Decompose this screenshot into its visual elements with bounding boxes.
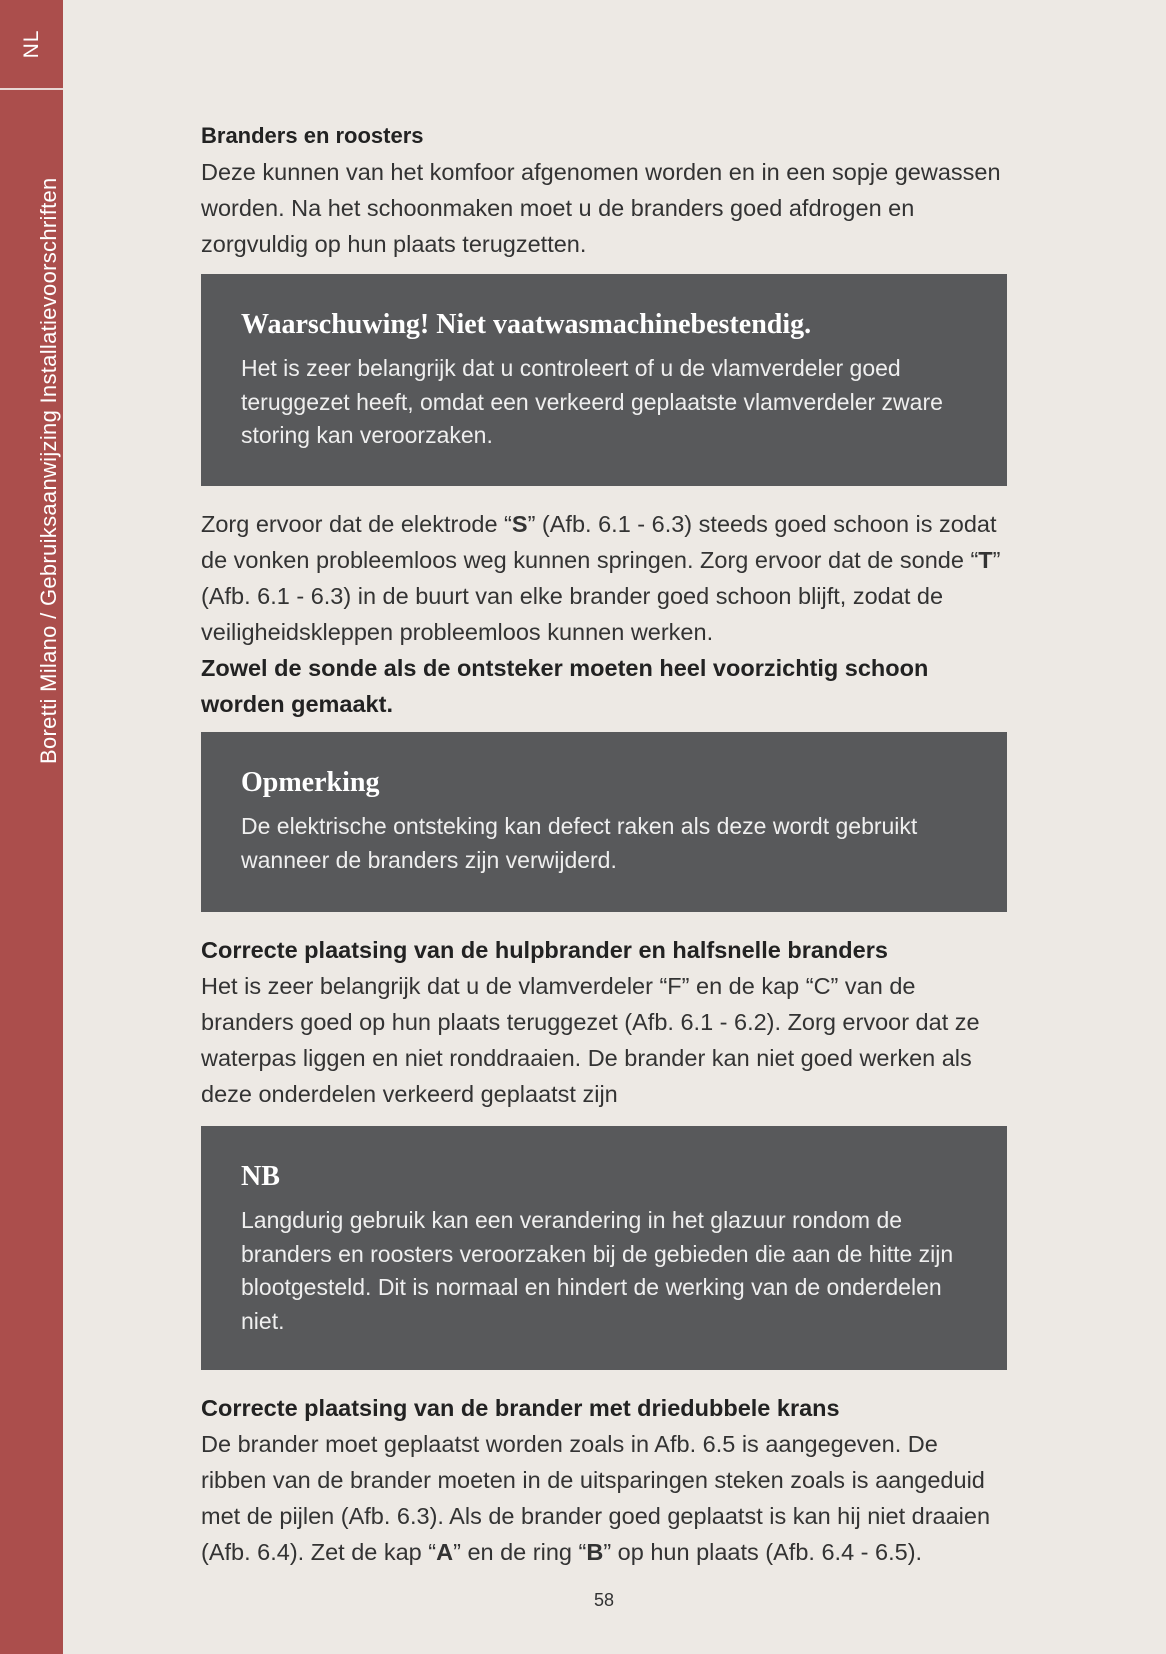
text-run: ” (Afb. 6.1 - 6.3) in de buurt van elke brander goed schoon blijft, zodat de veiligheidskleppen probleemloos kunnen werken.	[201, 547, 1001, 645]
section-electrode	[201, 506, 1007, 722]
language-tab	[0, 0, 63, 90]
section-heading: Branders en roosters	[201, 123, 424, 148]
page-content	[201, 120, 1007, 1570]
nb-box	[201, 1126, 1007, 1370]
label-b: B	[586, 1539, 604, 1565]
page-number: 58	[593, 1590, 615, 1610]
warning-title: Waarschuwing! Niet vaatwasmachinebestendig.	[241, 309, 812, 340]
note-box	[201, 732, 1007, 912]
note-text: De elektrische ontsteking kan defect raken als deze wordt gebruikt wanneer de branders zijn verwijderd.	[241, 813, 918, 873]
label-t: T	[978, 547, 993, 573]
section-heading: Correcte plaatsing van de hulpbrander en halfsnelle branders	[201, 937, 888, 963]
label-a: A	[436, 1539, 454, 1565]
section-burners-grates	[201, 120, 1007, 262]
text-run: Zorg ervoor dat de elektrode “	[201, 511, 512, 537]
text-run: ” en de ring “	[453, 1539, 587, 1565]
electrode-warning: Zowel de sonde als de ontsteker moeten heel voorzichtig schoon worden gemaakt.	[201, 655, 929, 717]
warning-box	[201, 274, 1007, 486]
section-triple-ring-burner	[201, 1390, 1007, 1570]
sidebar	[0, 0, 63, 1654]
section-text: Deze kunnen van het komfoor afgenomen worden en in een sopje gewassen worden. Na het schoonmaken moet u de branders goed afdrogen en zorgvuldig op hun plaats terugzetten.	[201, 159, 1001, 257]
section-text	[201, 1426, 1007, 1570]
nb-title: NB	[241, 1161, 280, 1192]
section-auxiliary-burner	[201, 932, 1007, 1112]
warning-text: Het is zeer belangrijk dat u controleert of u de vlamverdeler goed teruggezet heeft, omdat een verkeerd geplaatste vlamverdeler zware storing kan veroorzaken.	[241, 355, 943, 448]
text-run: ” (Afb. 6.1 - 6.3) steeds goed schoon is zodat de vonken probleemloos weg kunnen springen. Zorg ervoor dat de sonde “	[201, 511, 997, 573]
language-label: NL	[19, 29, 43, 59]
text-run: ” op hun plaats (Afb. 6.4 - 6.5).	[603, 1539, 923, 1565]
text-run: De brander moet geplaatst worden zoals in Afb. 6.5 is aangegeven. De ribben van de brander moeten in de uitsparingen steken zoals is aangeduid met de pijlen (Afb. 6.3). Als de brander goed geplaatst is kan hij niet draaien (Afb. 6.4). Zet de kap “	[201, 1431, 991, 1565]
electrode-text	[201, 506, 1007, 650]
section-text: Het is zeer belangrijk dat u de vlamverdeler “F” en de kap “C” van de branders goed op hun plaats teruggezet (Afb. 6.1 - 6.2). Zorg ervoor dat ze waterpas liggen en niet ronddraaien. De brander kan niet goed werken als deze onderdelen verkeerd geplaatst zijn	[201, 973, 980, 1107]
nb-text: Langdurig gebruik kan een verandering in het glazuur rondom de branders en roosters veroorzaken bij de gebieden die aan de hitte zijn blootgesteld. Dit is normaal en hindert de werking van de onderdelen niet.	[241, 1207, 954, 1334]
document-title: Boretti Milano / Gebruiksaanwijzing Installatievoorschriften	[36, 177, 61, 764]
section-heading: Correcte plaatsing van de brander met driedubbele krans	[201, 1395, 840, 1421]
label-s: S	[511, 511, 528, 537]
note-title: Opmerking	[241, 767, 380, 798]
